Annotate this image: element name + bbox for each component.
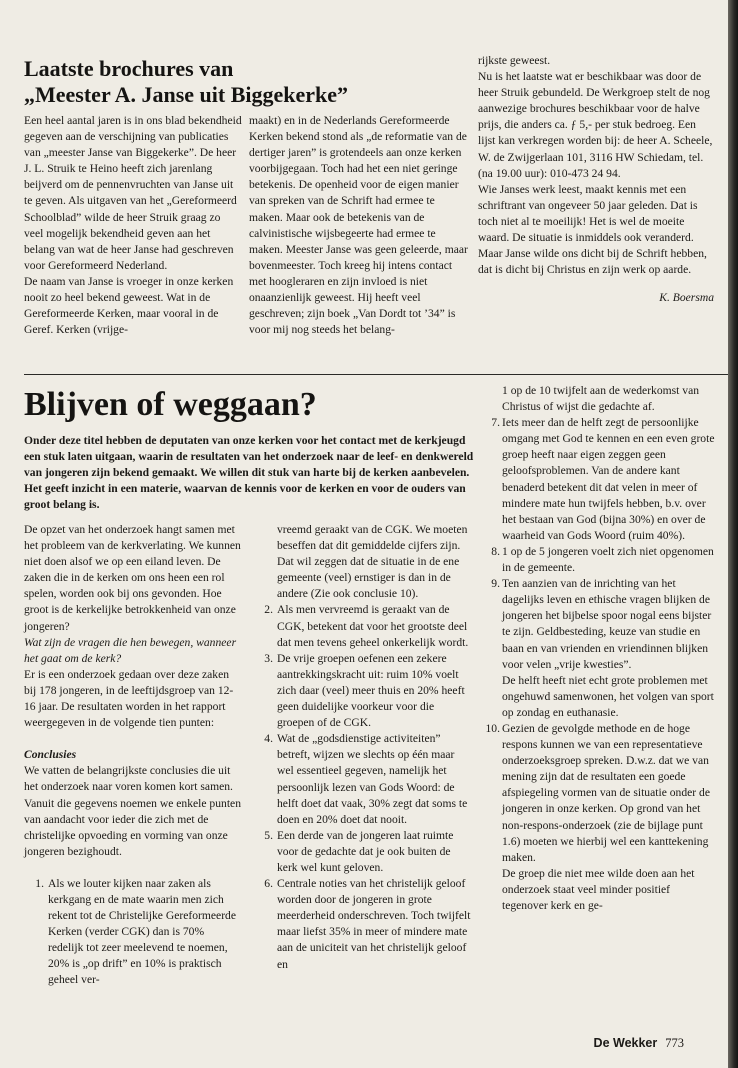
list-text-extra: De groep die niet mee wilde doen aan het onderzoek staat veel minder positief tegenover kerk en ge- — [502, 866, 695, 912]
paragraph: De naam van Janse is vroeger in onze kerken nooit zo heel bekend geweest. Wat in de Gereformeerde Kerken, maar vooral in de Geref. Kerken (vrijge- — [24, 274, 234, 337]
article1-title-line1: Laatste brochures van — [24, 56, 234, 81]
list-item-continuation: vreemd geraakt van de CGK. We moeten beseffen dat dit gemiddelde cijfers zijn. Dat wil zeggen dat de situatie in de ene gemeente (veel) ernstiger is dan in de andere (Zie ook conclusie 10). — [277, 523, 468, 601]
list-number: 5. — [264, 828, 273, 842]
conclusions-list-part3 — [478, 415, 716, 914]
article1-title — [24, 56, 464, 108]
article1-author: K. Boersma — [659, 291, 714, 305]
article1-column-3 — [478, 53, 714, 306]
list-item — [253, 731, 473, 828]
paragraph: De opzet van het onderzoek hangt samen met het probleem van de kerkverlating. We kunnen niet doen alsof we op een eiland leven. De zaken die in de kerken om ons heen een rol spelen, worden ook bij ons gevonden. Hoe groot is de kerkelijke betrokkenheid van onze jongeren? — [24, 523, 241, 633]
list-item — [253, 876, 473, 973]
conclusions-list-part1 — [24, 876, 242, 989]
list-text: Als we louter kijken naar zaken als kerkgang en de mate waarin men zich rekent tot de Christelijke Gereformeerde Kerken (verder CGK) dan is 70% redelijk tot zeer meelevend te noemen, 20% is „op drift” en 10% is praktisch geheel ver- — [48, 876, 236, 987]
article1-column-1 — [24, 113, 242, 338]
article2-title: Blijven of weggaan? — [24, 386, 317, 423]
list-number: 9. — [491, 577, 500, 591]
list-item-continuation: 1 op de 10 twijfelt aan de wederkomst van Christus of wijst die gedachte af. — [502, 384, 700, 414]
paragraph: Er is een onderzoek gedaan over deze zaken bij 178 jongeren, in de leeftijdsgroep van 12-16 jaar. De resultaten worden in het rapport weergegeven in de volgende tien punten: — [24, 667, 234, 730]
list-text: Centrale noties van het christelijk geloof worden door de jongeren in grote meerderheid onderschreven. Toch twijfelt maar liefst 35% in meer of mindere mate aan de uniciteit van het christelijk geloof en — [277, 877, 471, 971]
section-divider — [24, 374, 728, 375]
article2-intro — [24, 433, 474, 513]
page-edge-shadow — [728, 0, 738, 1068]
paragraph: Nu is het laatste wat er beschikbaar was door de heer Struik gebundeld. De Werkgroep stelt de nog aanwezige brochures beschikbaar voor de halve prijs, die anders ca. ƒ 5,- per stuk bedroeg. Een lijst kan verkregen worden bij: de heer A. Scheele, W. de Zwijgerlaan 101, 3116 HW Schiedam, tel. (na 19.00 uur): 010-473 24 94. — [478, 70, 713, 180]
paragraph: maakt) en in de Nederlands Gereformeerde Kerken bekend stond als „de reformatie van de dertiger jaren” is grotendeels aan onze kerken voorbijgegaan. Toch had het een niet geringe betekenis. De openheid voor de eigen manier van spreken van de Schrift had ermee te maken. Maar ook de betekenis van de calvinistische wijsbegeerte had ermee te maken. Meester Janse was geen geleerde, maar bovenmeester. Toch kreeg hij intens contact met hoogleraren en zijn invloed is niet onaanzienlijk geweest. Hij heeft veel geschreven; zijn boek „Van Dordt tot ’34” is voor mij nog steeds het belang- — [249, 114, 468, 337]
list-text: Als men vervreemd is geraakt van de CGK, betekent dat voor het grootste deel dat men tevens geheel onkerkelijk wordt. — [277, 603, 469, 649]
list-text: Ten aanzien van de inrichting van het dagelijks leven en ethische vragen blijken de jongeren het bijbelse spoor nogal eens bijster te zijn. Geldbesteding, keuze van studie en baan en van vrienden en vriendinnen blijken voor velen „vrije kwesties”. — [502, 577, 712, 671]
list-item — [24, 876, 242, 989]
list-item — [253, 651, 473, 731]
magazine-name: De Wekker — [593, 1036, 658, 1050]
conclusions-subheading: Conclusies — [24, 748, 77, 762]
paragraph: Wat zijn de vragen die hen bewegen, wanneer het gaat om de kerk? — [24, 635, 237, 665]
list-number: 10. — [485, 721, 500, 735]
list-item — [478, 721, 716, 914]
list-text: Wat de „godsdienstige activiteiten” betreft, wijzen we slechts op één maar wel essentieel gegeven, namelijk het persoonlijk lezen van Gods Woord: de helft doet dat vaak, 30% zegt dat soms te doen en 20% doet dat nooit. — [277, 732, 468, 826]
list-item — [478, 576, 716, 721]
page-number: 773 — [665, 1036, 684, 1050]
list-text-extra: De helft heeft niet echt grote problemen met ongehuwd samenwonen, het volgen van sport op zondag en euthanasie. — [502, 673, 714, 719]
list-item — [478, 544, 716, 576]
list-text: Een derde van de jongeren laat ruimte voor de gedachte dat je ook buiten de kerk wel kunt geloven. — [277, 828, 454, 874]
paragraph: Wie Janses werk leest, maakt kennis met een schriftrant van ongeveer 50 jaar geleden. Dat is toch niet al te moeilijk! Het is wel de moeite waard. De situatie is inmiddels ook veranderd. Maar Janse wilde ons dicht bij de Schrift hebben, dat is dicht bij Christus en zijn werk op aarde. — [478, 182, 707, 277]
paragraph: We vatten de belangrijkste conclusies die uit het onderzoek naar voren komen kort samen. Vanuit die gegevens noemen we enkele punten van aandacht voor ieder die zich met de christelijke opvoeding en vorming van onze jongeren bezighoudt. — [24, 764, 241, 858]
paragraph: rijkste geweest. — [478, 54, 551, 67]
list-item — [253, 602, 473, 650]
list-number: 4. — [264, 732, 273, 746]
article1-column-2 — [249, 113, 471, 338]
list-number: 6. — [264, 877, 273, 891]
article2-column-2 — [253, 522, 473, 973]
list-text: 1 op de 5 jongeren voelt zich niet opgenomen in de gemeente. — [502, 544, 714, 575]
list-text: Iets meer dan de helft zegt de persoonlijke omgang met God te kennen en een even grote groep heeft naar eigen zeggen geen geloofsproblemen. Van de andere kant benaderd betekent dit dat velen in meer of mindere mate hun twijfels hebben, b.v. over het bestaan van God (bijna 30%) en over de waarheid van Gods Woord (ruim 40%). — [502, 416, 715, 542]
list-number: 3. — [264, 651, 273, 665]
article2-column-3 — [478, 383, 716, 914]
article2-column-1 — [24, 522, 242, 989]
page-footer — [594, 1035, 684, 1051]
list-text: De vrije groepen oefenen een zekere aantrekkingskracht uit: ruim 10% voelt zich daar (veel) meer thuis en 20% heeft geen duidelijke voorkeur voor die groepen of de CGK. — [277, 651, 465, 730]
intro-paragraph: Onder deze titel hebben de deputaten van onze kerken voor het contact met de kerkjeugd een stuk laten uitgaan, waarin de resultaten van het onderzoek naar de leef- en denkwereld van jongeren zijn bekend gemaakt. We willen dit stuk van harte bij de kerken aanbevelen. Het geeft inzicht in een materie, waarvan de kennis voor de kerken en voor de ouders van groot belang is. — [24, 434, 474, 512]
list-text: Gezien de gevolgde methode en de hoge respons kunnen we van een representatieve onderzoeksgroep spreken. D.w.z. dat we van mening zijn dat de resultaten een goede afspiegeling vormen van de situatie onder de jongeren in onze kerken. Op grond van het non-respons-onderzoek (zie de bijlage punt 1.6) moeten we hierbij wel een kanttekening maken. — [502, 721, 710, 864]
conclusions-list-part2 — [253, 602, 473, 972]
list-item — [253, 828, 473, 876]
list-number: 8. — [491, 544, 500, 558]
list-number: 7. — [491, 416, 500, 430]
paragraph: Een heel aantal jaren is in ons blad bekendheid gegeven aan de verschijning van publicaties van „meester Janse van Biggekerke”. De heer J. L. Struik te Heino heeft zich jarenlang beijverd om de pennenvruchten van Janse uit te geven. Als uitgaven van het „Gereformeerd Schoolblad” wilde de heer Struik graag zo veel mogelijk bekendheid geven aan het belang van wat de heer Janse had geschreven voor Gereformeerd Nederland. — [24, 114, 242, 272]
article1-title-line2: „Meester A. Janse uit Biggekerke” — [24, 82, 349, 107]
list-number: 2. — [264, 603, 273, 617]
list-item — [478, 415, 716, 544]
list-number: 1. — [35, 876, 44, 890]
